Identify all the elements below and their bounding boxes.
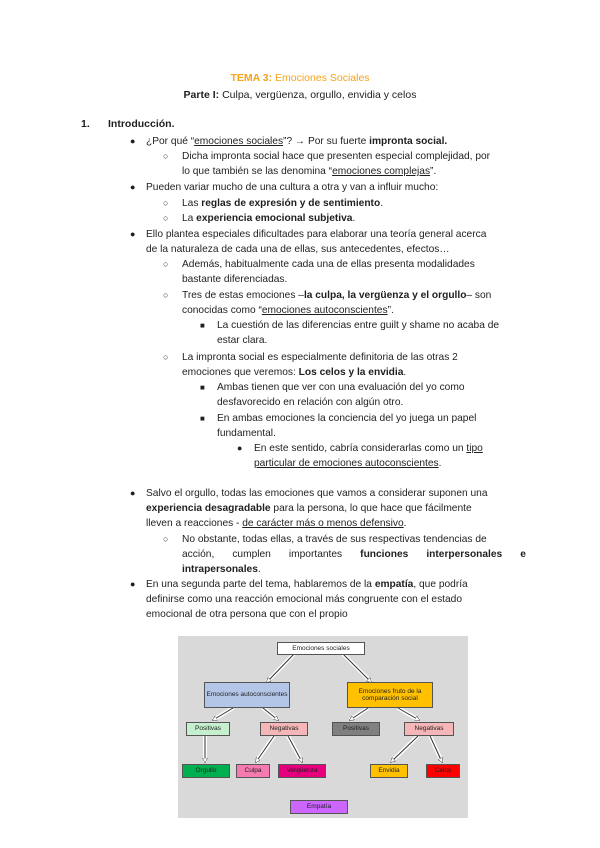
arrow-to-verguenza	[288, 736, 302, 762]
text: , que podría	[413, 579, 468, 590]
bullet-icon: ●	[130, 136, 136, 146]
text: acción,	[182, 549, 215, 560]
arrow-to-celos	[430, 736, 442, 762]
paragraph	[182, 365, 406, 381]
text: lo que también se las denomina “	[182, 166, 333, 177]
paragraph	[182, 303, 394, 319]
paragraph	[146, 501, 472, 517]
bullet-icon: ●	[130, 488, 136, 498]
paragraph	[254, 456, 441, 472]
node-culpa: Culpa	[236, 764, 270, 778]
text: cumplen	[232, 549, 271, 560]
paragraph	[182, 547, 526, 563]
paragraph	[182, 164, 436, 180]
text: .	[438, 458, 442, 469]
text: En este sentido, cabría considerarlas como un	[254, 443, 467, 454]
underlined-text: emociones autoconscientes	[261, 305, 388, 316]
bold-text: impronta social.	[369, 136, 448, 147]
bold-text: Los celos y la envidia	[298, 367, 404, 378]
paragraph: de la naturaleza de cada una de ellas, sus antecedentes, efectos…	[146, 244, 450, 255]
text: La	[182, 213, 197, 224]
paragraph: Ello plantea especiales dificultades para elaborar una teoría general acerca	[146, 229, 487, 240]
square-bullet-icon: ■	[200, 321, 205, 330]
text: – son	[466, 290, 492, 301]
text: emociones que veremos:	[182, 367, 299, 378]
bold-text: empatía	[374, 579, 414, 590]
node-negativas-right: Negativas	[404, 722, 454, 736]
node-celos: Celos	[426, 764, 460, 778]
text: ”? → Por su fuerte	[283, 136, 370, 147]
node-envidia: Envidia	[370, 764, 408, 778]
bold-text: la culpa, la vergüenza y el orgullo	[303, 290, 467, 301]
hollow-bullet-icon: ○	[163, 534, 169, 544]
text: .	[257, 564, 261, 575]
hollow-bullet-icon: ○	[163, 198, 169, 208]
square-bullet-icon: ■	[200, 414, 205, 423]
paragraph	[182, 211, 355, 227]
node-negativas-left: Negativas	[260, 722, 308, 736]
node-positivas-left: Positivas	[186, 722, 230, 736]
node-orgullo: Orgullo	[182, 764, 230, 778]
text: conocidas como “	[182, 305, 262, 316]
paragraph: emocional de otra persona que con el propio	[146, 609, 348, 620]
paragraph	[182, 288, 491, 304]
paragraph	[146, 516, 407, 532]
underlined-text: emociones sociales	[194, 136, 284, 147]
underlined-text: emociones complejas	[332, 166, 431, 177]
topic-name: Emociones Sociales	[275, 72, 370, 84]
arrow-left-neg	[263, 708, 278, 720]
text: ¿Por qué “	[146, 136, 195, 147]
document-title	[0, 72, 600, 84]
paragraph: estar clara.	[217, 335, 268, 346]
bold-text: e	[520, 549, 526, 560]
underlined-text: particular de emociones autoconscientes	[254, 458, 439, 469]
paragraph: Dicha impronta social hace que presenten especial complejidad, por	[182, 151, 491, 162]
arrow-root-right	[343, 654, 371, 682]
underlined-text: tipo	[466, 443, 483, 454]
node-emociones-sociales: Emociones sociales	[277, 642, 365, 655]
arrow-right-neg	[398, 708, 419, 720]
paragraph: definirse como una reacción emocional más congruente con el estado	[146, 594, 462, 605]
paragraph	[182, 196, 383, 212]
paragraph: Además, habitualmente cada una de ellas presenta modalidades	[182, 259, 475, 270]
hollow-bullet-icon: ○	[163, 151, 169, 161]
text: .	[403, 518, 407, 529]
paragraph	[146, 134, 447, 150]
underlined-text: de carácter más o menos defensivo	[242, 518, 404, 529]
bullet-icon: ●	[130, 579, 136, 589]
arrow-right-pos	[350, 708, 368, 720]
paragraph: fundamental.	[217, 428, 276, 439]
square-bullet-icon: ■	[200, 383, 205, 392]
paragraph: Ambas tienen que ver con una evaluación del yo como	[217, 382, 465, 393]
arrow-left-pos	[213, 708, 233, 720]
bold-text: experiencia desagradable	[146, 503, 271, 514]
text: ”.	[387, 305, 394, 316]
paragraph: Pueden variar mucho de una cultura a otra y van a influir mucho:	[146, 182, 439, 193]
text: para la persona, lo que hace que fácilmente	[270, 503, 472, 514]
bullet-icon: ●	[130, 229, 136, 239]
text: Tres de estas emociones –	[182, 290, 304, 301]
paragraph: desfavorecido en relación con algún otro.	[217, 397, 404, 408]
bullet-icon: ●	[130, 182, 136, 192]
hollow-bullet-icon: ○	[163, 213, 169, 223]
paragraph: En ambas emociones la conciencia del yo juega un papel	[217, 413, 477, 424]
text: lleven a reacciones -	[146, 518, 243, 529]
paragraph: No obstante, todas ellas, a través de sus respectivas tendencias de	[182, 534, 487, 545]
part-name: Culpa, vergüenza, orgullo, envidia y celos	[222, 89, 417, 101]
paragraph: Salvo el orgullo, todas las emociones que vamos a considerar suponen una	[146, 488, 488, 499]
paragraph: La impronta social es especialmente definitoria de las otras 2	[182, 352, 458, 363]
paragraph: bastante diferenciadas.	[182, 274, 288, 285]
text: Las	[182, 198, 202, 209]
text: .	[352, 213, 356, 224]
bullet-icon: ●	[237, 443, 243, 453]
text: importantes	[288, 549, 343, 560]
bold-text: interpersonales	[426, 549, 503, 560]
paragraph: La cuestión de las diferencias entre guilt y shame no acaba de	[217, 320, 500, 331]
paragraph	[182, 562, 261, 578]
node-emociones-comparacion-social: Emociones fruto de la comparación social	[347, 682, 433, 708]
node-emociones-autoconscientes: Emociones autoconscientes	[204, 682, 290, 708]
text: .	[380, 198, 384, 209]
bold-text: intrapersonales	[182, 564, 258, 575]
node-positivas-right: Positivas	[332, 722, 380, 736]
part-label: Parte I:	[183, 89, 220, 101]
arrow-to-culpa	[256, 736, 274, 762]
node-verguenza: Vergüenza	[278, 764, 326, 778]
node-empatia: Empatía	[290, 800, 348, 814]
topic-label: TEMA 3:	[230, 72, 273, 84]
paragraph	[146, 577, 468, 593]
arrow-root-left	[267, 654, 294, 682]
arrow-to-envidia	[391, 736, 418, 762]
hollow-bullet-icon: ○	[163, 290, 169, 300]
bold-text: reglas de expresión y de sentimiento	[201, 198, 381, 209]
hollow-bullet-icon: ○	[163, 259, 169, 269]
document-subtitle	[0, 89, 600, 101]
text: .	[403, 367, 407, 378]
text: En una segunda parte del tema, hablaremos de la	[146, 579, 375, 590]
bold-text: funciones	[360, 549, 409, 560]
bold-text: experiencia emocional subjetiva	[196, 213, 353, 224]
section-number: 1.	[81, 118, 90, 130]
section-title: Introducción.	[108, 118, 175, 130]
hollow-bullet-icon: ○	[163, 352, 169, 362]
paragraph	[254, 441, 483, 457]
emotions-diagram	[178, 636, 468, 818]
text: ”.	[430, 166, 437, 177]
